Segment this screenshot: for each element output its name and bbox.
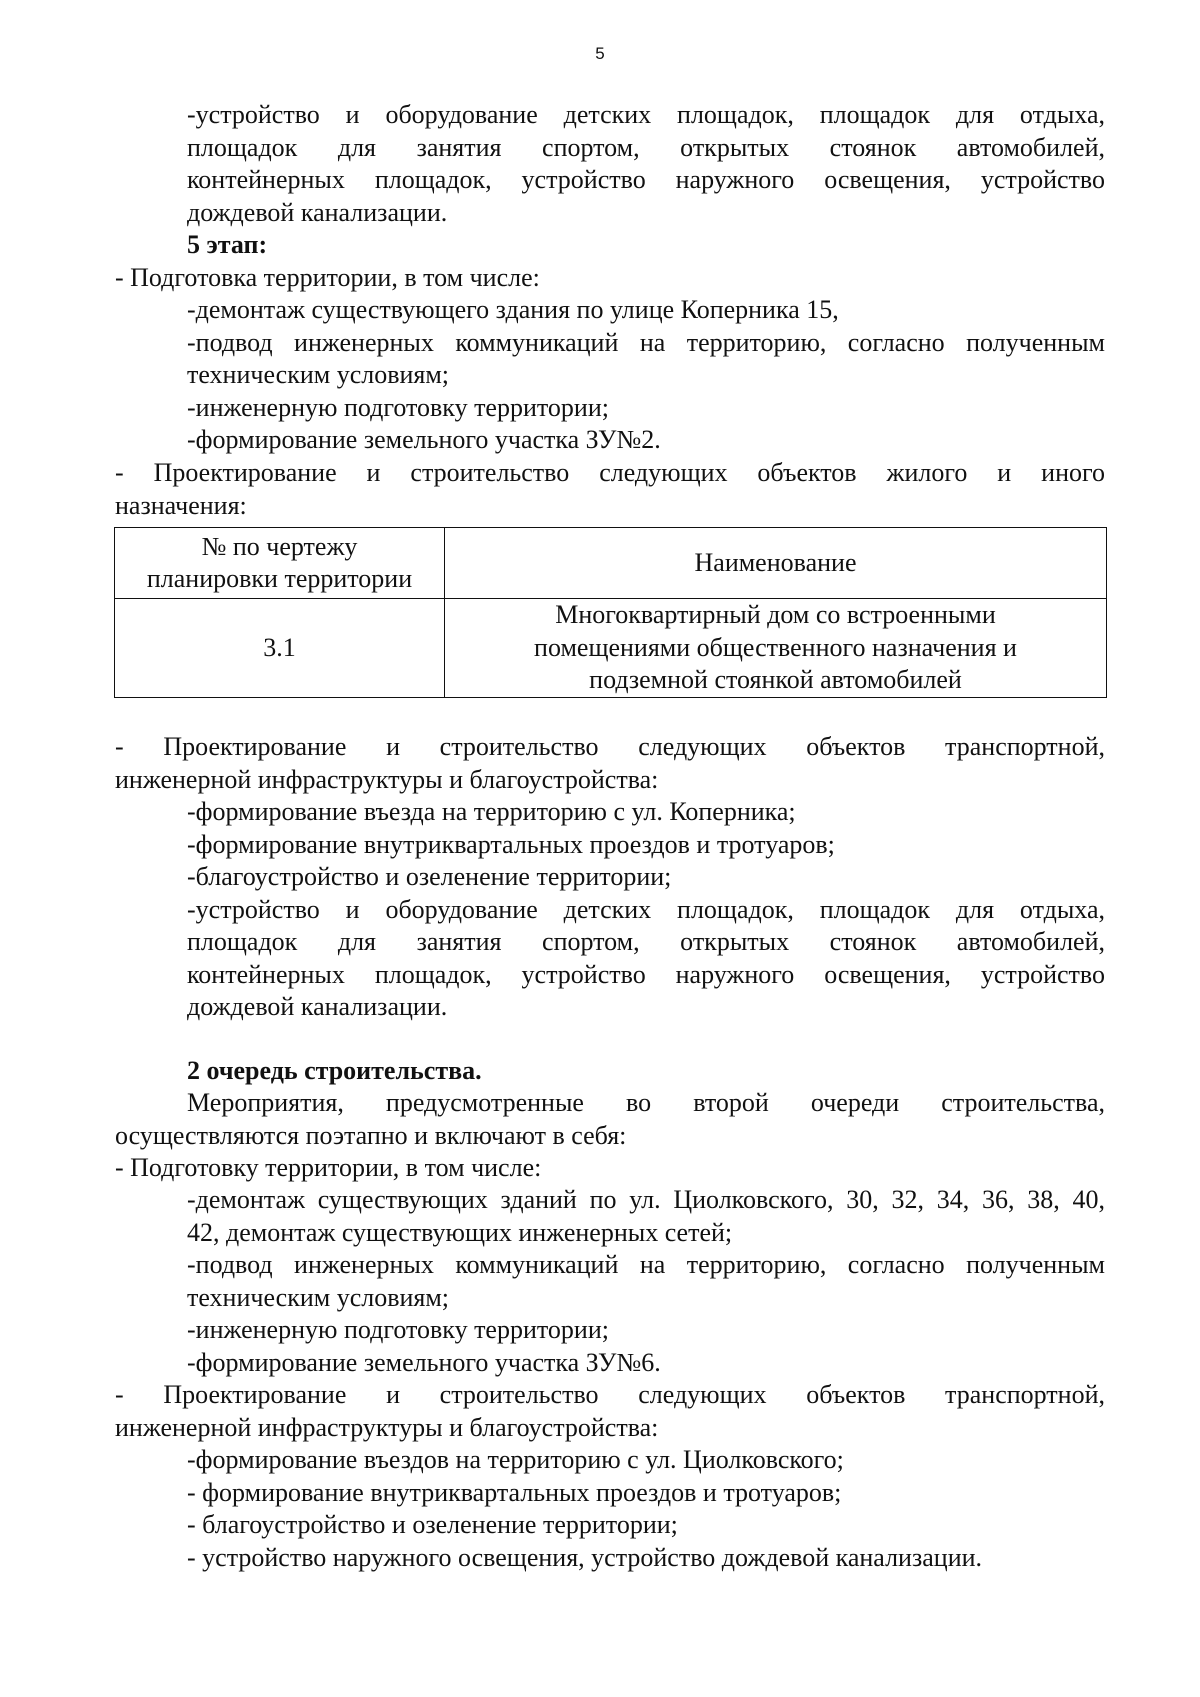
text-line: 42, демонтаж существующих инженерных сетей; xyxy=(187,1217,733,1247)
text-line: площадок для занятия спортом, открытых стоянок автомобилей, xyxy=(187,927,1105,956)
text-line: Мероприятия, предусмотренные во второй очереди строительства, xyxy=(187,1088,1105,1117)
text-line: -формирование въезда на территорию с ул. Коперника; xyxy=(187,797,796,826)
design-paragraph xyxy=(115,1379,1105,1444)
text-line: контейнерных площадок, устройство наружного освещения, устройство xyxy=(187,165,1105,194)
header-line: планировки территории xyxy=(146,564,413,593)
text-line: - формирование внутриквартальных проездов и тротуаров; xyxy=(187,1477,842,1507)
text-line: назначения: xyxy=(115,490,247,520)
text-line: - Проектирование и строительство следующих объектов транспортной, xyxy=(115,1380,1105,1409)
stage5-prep-items xyxy=(187,294,1105,457)
table-row xyxy=(115,599,1107,698)
text-line: инженерной инфраструктуры и благоустройства: xyxy=(115,1412,659,1442)
header-line: № по чертежу xyxy=(201,531,358,561)
text-line: - Проектирование и строительство следующих объектов жилого и иного xyxy=(115,458,1105,487)
text-line: -демонтаж существующего здания по улице Коперника 15, xyxy=(187,295,839,324)
cell-line: помещениями общественного назначения и xyxy=(534,632,1017,662)
table-header-row xyxy=(115,528,1107,599)
text-line: -устройство и оборудование детских площадок, площадок для отдыха, xyxy=(187,894,1105,924)
stage-heading: 5 этап: xyxy=(187,230,268,259)
infra-items xyxy=(187,796,1105,1024)
queue2-infra-items xyxy=(187,1444,1105,1574)
text-line: -устройство и оборудование детских площадок, площадок для отдыха, xyxy=(187,100,1105,129)
infra-paragraph xyxy=(115,731,1105,796)
text-line: осуществляются поэтапно и включают в себя: xyxy=(115,1120,627,1150)
prep-line: - Подготовка территории, в том числе: xyxy=(115,263,540,292)
objects-table xyxy=(114,527,1107,698)
text-line: - Проектирование и строительство следующих объектов транспортной, xyxy=(115,732,1105,761)
text-line: -благоустройство и озеленение территории; xyxy=(187,862,672,891)
queue2-prep-items xyxy=(187,1184,1105,1379)
text-line: техническим условиям; xyxy=(187,360,450,389)
table-cell-number: 3.1 xyxy=(115,599,445,698)
text-line: -инженерную подготовку территории; xyxy=(187,1315,609,1344)
text-line: контейнерных площадок, устройство наружного освещения, устройство xyxy=(187,959,1105,989)
prep-line: - Подготовку территории, в том числе: xyxy=(115,1153,542,1182)
design-paragraph xyxy=(115,457,1105,522)
page-number: 5 xyxy=(595,44,605,63)
text-line: площадок для занятия спортом, открытых стоянок автомобилей, xyxy=(187,132,1105,162)
text-line: дождевой канализации. xyxy=(187,197,448,227)
table-cell-name xyxy=(445,599,1107,698)
text-line: -подвод инженерных коммуникаций на территорию, согласно полученным xyxy=(187,1250,1105,1279)
text-line: техническим условиям; xyxy=(187,1282,450,1312)
text-line: инженерной инфраструктуры и благоустройства: xyxy=(115,764,659,794)
playground-item xyxy=(187,99,1105,229)
text-line: дождевой канализации. xyxy=(187,992,448,1021)
table-header-cell: Наименование xyxy=(445,528,1107,599)
cell-line: Многоквартирный дом со встроенными xyxy=(555,600,996,629)
section-heading: 2 очередь строительства. xyxy=(187,1056,482,1085)
text-line: -демонтаж существующих зданий по ул. Циолковского, 30, 32, 34, 36, 38, 40, xyxy=(187,1185,1105,1214)
table-header-cell xyxy=(115,528,445,599)
cell-line: подземной стоянкой автомобилей xyxy=(589,665,962,694)
text-line: -формирование земельного участка ЗУ№2. xyxy=(187,425,661,454)
text-line: -формирование въездов на территорию с ул. Циолковского; xyxy=(187,1445,844,1474)
text-line: - благоустройство и озеленение территории; xyxy=(187,1510,678,1539)
text-line: -формирование земельного участка ЗУ№6. xyxy=(187,1347,661,1377)
text-line: -формирование внутриквартальных проездов и тротуаров; xyxy=(187,829,835,859)
queue2-intro xyxy=(115,1087,1105,1152)
text-line: -инженерную подготовку территории; xyxy=(187,392,609,422)
text-line: -подвод инженерных коммуникаций на территорию, согласно полученным xyxy=(187,327,1105,357)
text-line: - устройство наружного освещения, устройство дождевой канализации. xyxy=(187,1542,983,1572)
